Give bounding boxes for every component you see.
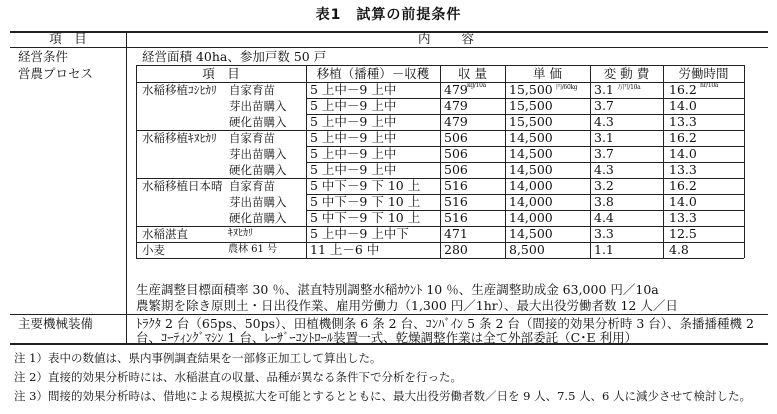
row-price: 14,500	[509, 130, 553, 145]
row-period: 5 上中－9 上中	[310, 130, 397, 145]
varcost-unit: 万円/10a	[617, 84, 641, 91]
sub-header-labor: 労働時間	[678, 66, 729, 81]
header-content: 内 容	[417, 31, 476, 46]
row-yield: 516	[444, 194, 468, 209]
row-varcost: 3.8	[594, 194, 614, 209]
label-kikai: 主要機械装備	[18, 316, 94, 331]
row-price: 14,000	[509, 194, 553, 209]
row-period: 5 中下－9 下 10 上	[310, 178, 421, 193]
row-price: 14,000	[509, 178, 553, 193]
price-unit: 円/60kg	[556, 84, 578, 91]
group-name: 水稲湛直	[142, 227, 188, 241]
row-labor: 14.0	[669, 194, 697, 209]
group-name: 水稲移植ｷﾇﾋｶﾘ	[142, 131, 217, 145]
row-sub: 自家育苗	[229, 179, 275, 193]
sub-header-period: 移植（播種）－収穫	[316, 66, 430, 81]
row-varcost: 3.1	[594, 130, 614, 145]
row-yield: 280	[444, 242, 468, 257]
row-period: 5 上中－9 上中	[310, 114, 397, 129]
row-varcost: 3.7	[594, 146, 614, 161]
row-varcost: 4.3	[594, 114, 614, 129]
rule-kikai-top	[10, 314, 768, 315]
labor-unit: hr/10a	[700, 82, 719, 89]
row-sub: 芽出苗購入	[229, 99, 287, 113]
row-yield: 506	[444, 130, 468, 145]
row-yield: 479	[444, 114, 468, 129]
inner-col-rule	[136, 65, 137, 258]
inner-col-rule	[505, 65, 506, 258]
table-title: 表1 試算の前提条件	[315, 7, 462, 23]
row-labor: 16.2	[669, 130, 697, 145]
group-name: 小麦	[142, 243, 165, 257]
row-period: 5 中下－9 下 10 上	[310, 210, 421, 225]
sub-header-yield: 収 量	[458, 66, 487, 81]
process-line-1: 生産調整目標面積率 30 ％、湛直特別調整水稲ｶｳﾝﾄ 10 ％、生産調整助成金 63,000 円／10a	[136, 282, 659, 297]
inner-col-rule	[440, 65, 441, 258]
row-labor: 13.3	[669, 162, 697, 177]
inner-col-rule	[663, 65, 664, 258]
row-sub: 硬化苗購入	[229, 163, 287, 177]
row-price: 14,500	[509, 226, 553, 241]
row-varcost: 3.7	[594, 98, 614, 113]
row-varcost: 3.2	[594, 178, 614, 193]
row-sub: 芽出苗購入	[229, 147, 287, 161]
inner-col-rule	[744, 65, 745, 258]
kikai-line-1: ﾄﾗｸﾀ 2 台（65ps、50ps）、田植機側条 6 条 2 台、ｺﾝﾊﾞｲﾝ 5 条 2 台（間接的効果分析時 3 台）、条播播種機 2	[136, 316, 754, 331]
row-price: 15,500	[509, 82, 553, 97]
group-variety: ｷﾇﾋｶﾘ	[228, 228, 253, 239]
row-varcost: 1.1	[594, 242, 614, 257]
row-price: 15,500	[509, 98, 553, 113]
group-name: 水稲移植ｺｼﾋｶﾘ	[142, 83, 217, 97]
row-labor: 4.8	[669, 242, 689, 257]
row-period: 5 中下－9 下 10 上	[310, 194, 421, 209]
row-period: 5 上中－9 上中	[310, 82, 397, 97]
row-price: 14,500	[509, 146, 553, 161]
note-1: 注 1）表中の数値は、県内事例調査結果を一部修正加工して算出した。	[14, 351, 382, 365]
keiei-text: 経営面積 40ha、参加戸数 50 戸	[142, 49, 327, 64]
row-price: 14,500	[509, 162, 553, 177]
rule-left-col	[126, 31, 127, 343]
row-sub: 自家育苗	[229, 83, 275, 97]
row-sub: 芽出苗購入	[229, 195, 287, 209]
row-period: 5 上中－9 上中下	[310, 226, 409, 241]
row-labor: 14.0	[669, 146, 697, 161]
inner-rule	[136, 258, 744, 259]
row-yield: 471	[444, 226, 468, 241]
process-line-2: 農繁期を除き原則土・日出役作業、雇用労働力（1,300 円／1hr）、最大出役労働者数 12 人／日	[136, 298, 678, 313]
row-sub: 自家育苗	[229, 131, 275, 145]
row-yield: 479	[444, 82, 468, 97]
inner-col-rule	[590, 65, 591, 258]
sub-header-varcost: 変 動 費	[603, 66, 650, 81]
label-process: 営農プロセス	[18, 66, 94, 81]
row-yield: 516	[444, 210, 468, 225]
rule-header-bottom	[10, 47, 768, 48]
row-price: 14,000	[509, 210, 553, 225]
row-labor: 16.2	[669, 82, 697, 97]
row-period: 11 上－6 中	[310, 242, 380, 257]
row-period: 5 上中－9 上中	[310, 98, 397, 113]
kikai-line-2: 台、ｺｰﾃｨﾝｸﾞﾏｼﾝ 1 台、ﾚｰｻﾞｰｺﾝﾄﾛｰﾙ装置一式、乾燥調整作業は全て外部委託（C･E 利用）	[136, 330, 638, 345]
row-labor: 13.3	[669, 114, 697, 129]
row-varcost: 4.4	[594, 210, 614, 225]
header-item: 項 目	[49, 31, 87, 46]
sub-header-price: 単 価	[533, 66, 562, 81]
row-yield: 506	[444, 162, 468, 177]
sub-header-item: 項 目	[202, 66, 240, 81]
row-yield: 479	[444, 98, 468, 113]
row-yield: 516	[444, 178, 468, 193]
row-price: 8,500	[509, 242, 545, 257]
row-varcost: 3.1	[594, 82, 614, 97]
row-sub: 硬化苗購入	[229, 211, 287, 225]
row-labor: 14.0	[669, 98, 697, 113]
note-3: 注 3）間接的効果分析時は、借地による規模拡大を可能とするとともに、最大出役労働者数／日を 9 人、7.5 人、6 人に減少させて検討した。	[14, 389, 752, 403]
yield-unit: kg/10a	[467, 82, 486, 89]
group-variety: 農林 61 号	[228, 244, 278, 255]
inner-col-rule	[306, 65, 307, 258]
row-labor: 12.5	[669, 226, 697, 241]
row-labor: 13.3	[669, 210, 697, 225]
row-varcost: 3.3	[594, 226, 614, 241]
row-labor: 16.2	[669, 178, 697, 193]
row-sub: 硬化苗購入	[229, 115, 287, 129]
group-name: 水稲移植日本晴	[142, 179, 223, 193]
row-period: 5 上中－9 上中	[310, 146, 397, 161]
row-varcost: 4.3	[594, 162, 614, 177]
row-yield: 506	[444, 146, 468, 161]
note-2: 注 2）直接的効果分析時には、水稲湛直の収量、品種が異なる条件下で分析を行った。	[14, 370, 462, 384]
row-period: 5 上中－9 上中	[310, 162, 397, 177]
label-keiei: 経営条件	[18, 49, 69, 64]
row-price: 15,500	[509, 114, 553, 129]
